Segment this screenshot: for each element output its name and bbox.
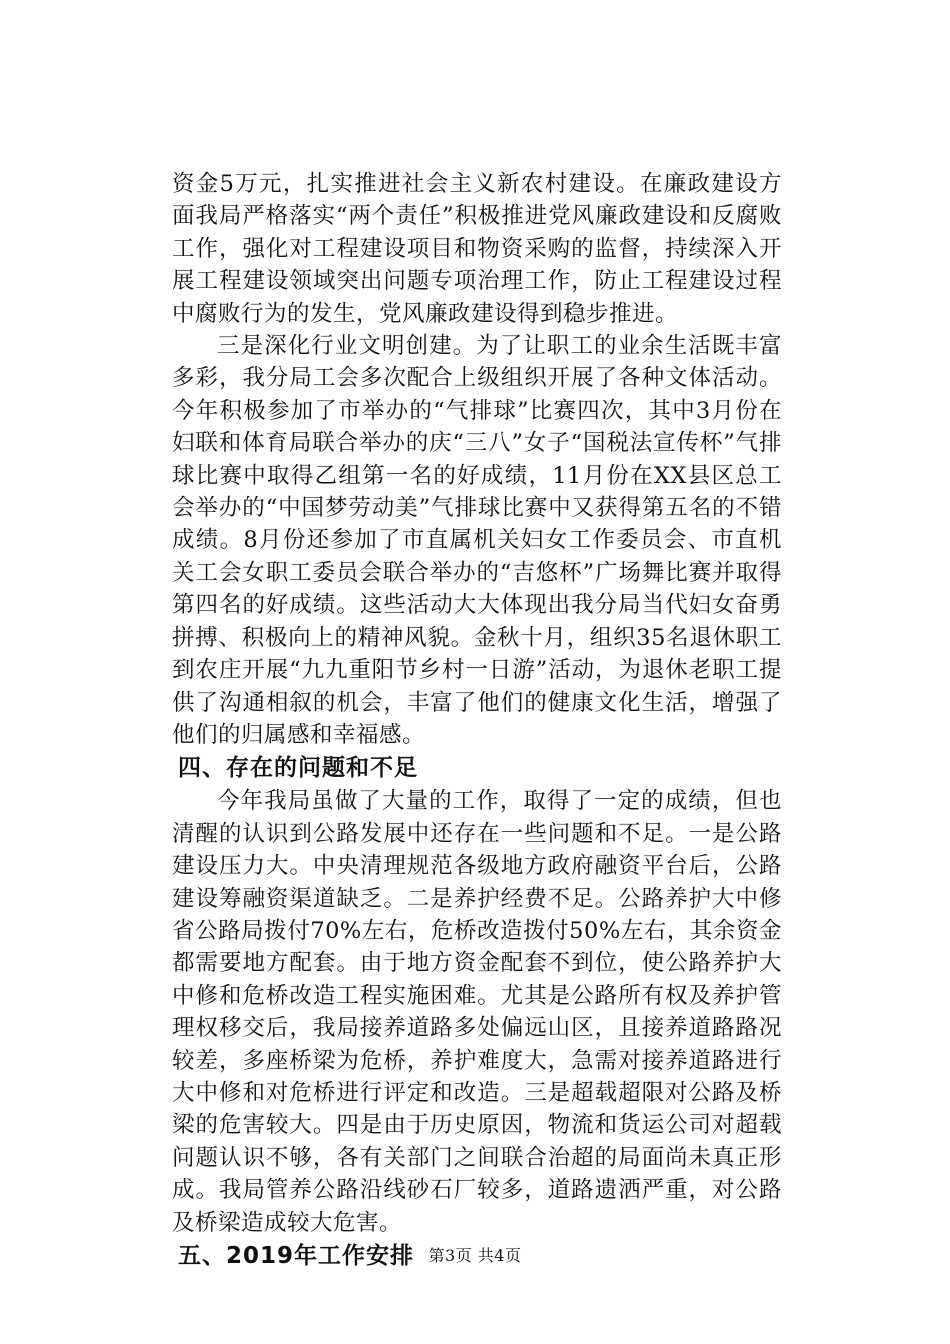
paragraph-fund-integrity: 资金5万元，扎实推进社会主义新农村建设。在廉政建设方面我局严格落实“两个责任”积极推进党风廉政建设和反腐败工作，强化对工程建设项目和物资采购的监督，持续深入开展工程建设领域突出问题专项治理工作，防止工程建设过程中腐败行为的发生，党风廉政建设得到稳步推进。 xyxy=(172,171,782,327)
page-footer: 第3页 共4页 xyxy=(428,1246,522,1265)
paragraph-industry-civilization: 三是深化行业文明创建。为了让职工的业余生活既丰富多彩，我分局工会多次配合上级组织开展了各种文体活动。今年积极参加了市举办的“气排球”比赛四次，其中3月份在妇联和体育局联合举办的庆“三八”女子“国税法宣传杯”气排球比赛中取得乙组第一名的好成绩，11月份在XX县区总工会举办的“中国梦劳动美”气排球比赛中又获得第五名的不错成绩。8月份还参加了市直属机关妇女工作委员会、市直机关工会女职工委员会联合举办的“吉悠杯”广场舞比赛并取得第四名的好成绩。这些活动大大体现出我分局当代妇女奋勇拼搏、积极向上的精神风貌。金秋十月，组织35名退休职工到农庄开展“九九重阳节乡村一日游”活动，为退休老职工提供了沟通相叙的机会，丰富了他们的健康文化生活，增强了他们的归属感和幸福感。 xyxy=(172,333,782,748)
document-body xyxy=(172,168,782,1273)
heading-problems: 四、存在的问题和不足 xyxy=(178,755,418,782)
heading-work-plan: 五、2019年工作安排 xyxy=(178,1243,415,1269)
paragraph-problems: 今年我局虽做了大量的工作，取得了一定的成绩，但也清醒的认识到公路发展中还存在一些问题和不足。一是公路建设压力大。中央清理规范各级地方政府融资平台后，公路建设筹融资渠道缺乏。二是养护经费不足。公路养护大中修省公路局拨付70%左右，危桥改造拨付50%左右，其余资金都需要地方配套。由于地方资金配套不到位，使公路养护大中修和危桥改造工程实施困难。尤其是公路所有权及养护管理权移交后，我局接养道路多处偏远山区，且接养道路路况较差，多座桥梁为危桥，养护难度大，急需对接养道路进行大中修和对危桥进行评定和改造。三是超载超限对公路及桥梁的危害较大。四是由于历史原因，物流和货运公司对超载问题认识不够，各有关部门之间联合治超的局面尚未真正形成。我局管养公路沿线砂石厂较多，道路遗洒严重，对公路及桥梁造成较大危害。 xyxy=(172,788,782,1236)
